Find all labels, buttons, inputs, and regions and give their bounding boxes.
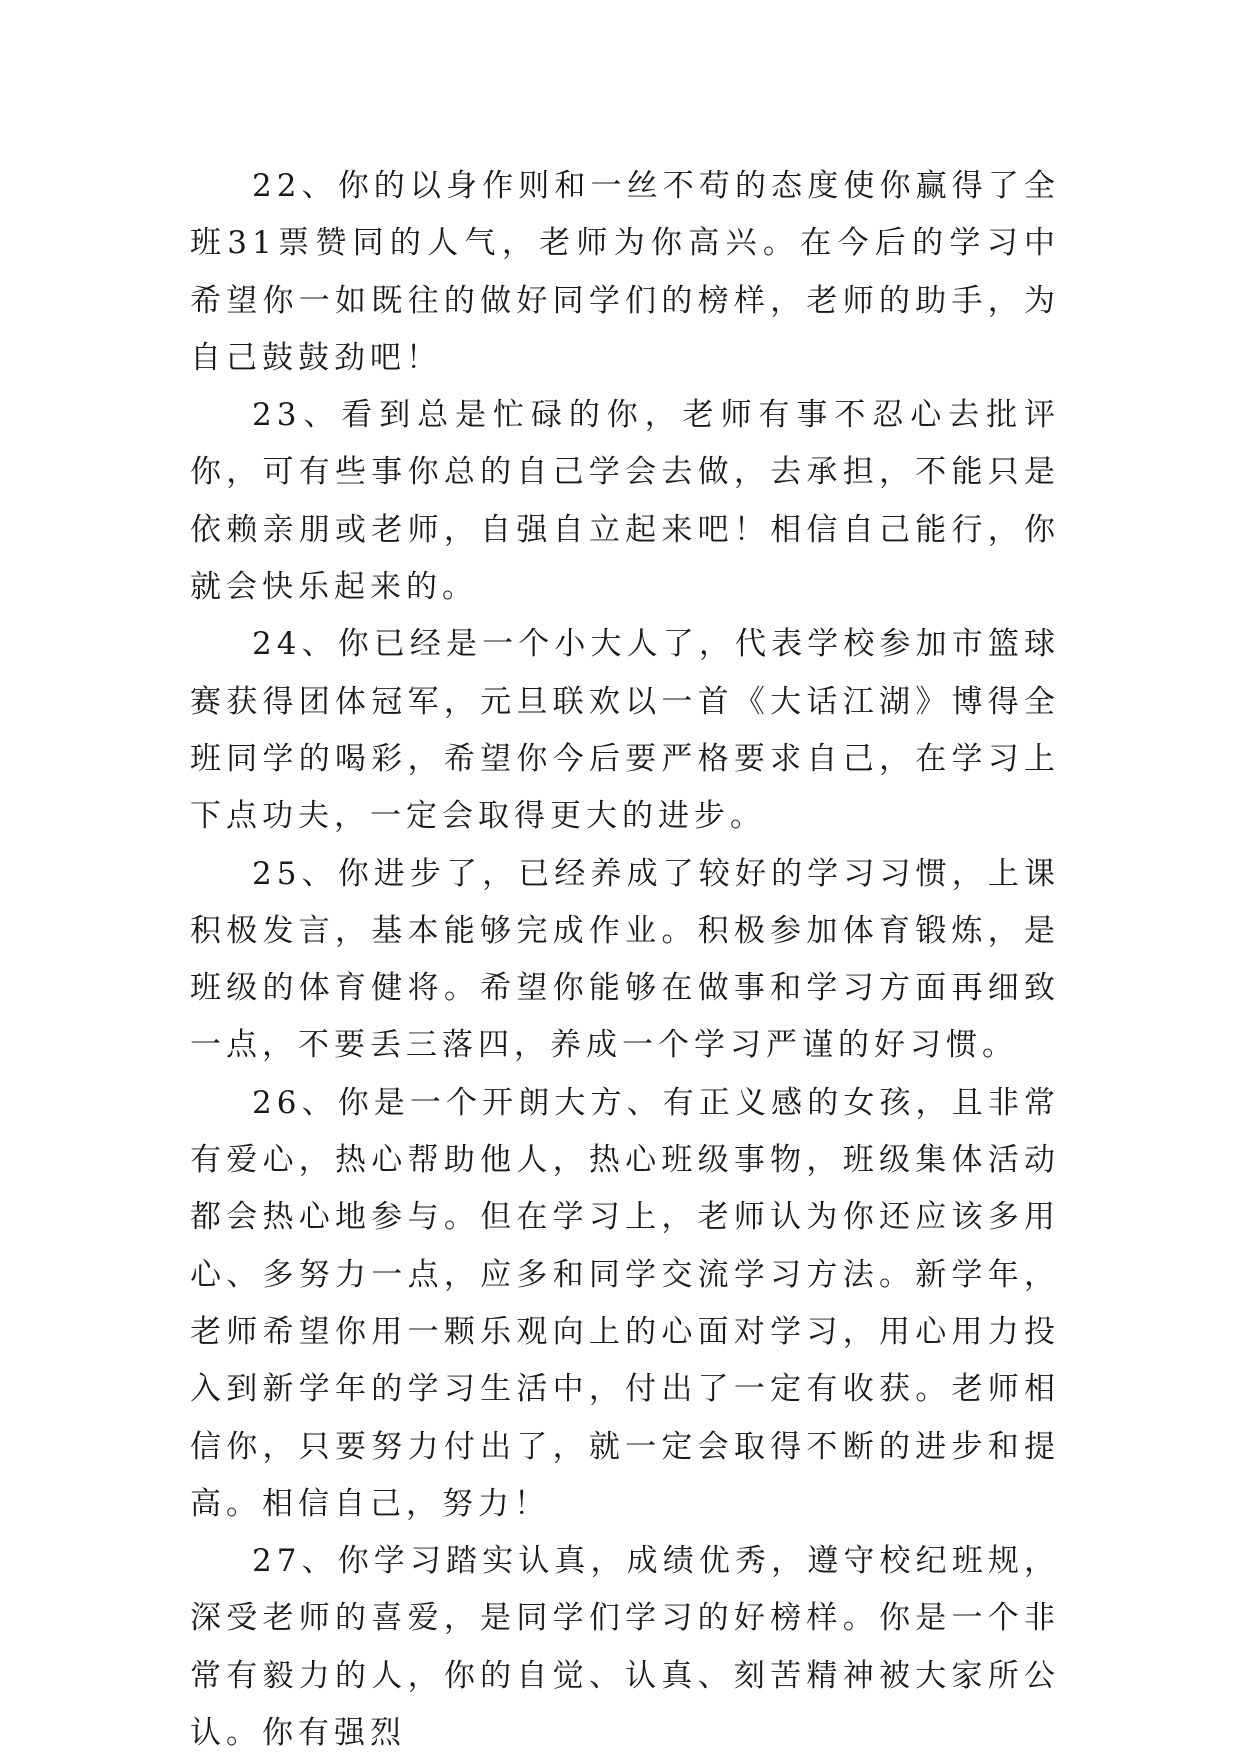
- paragraph-26: 26、你是一个开朗大方、有正义感的女孩，且非常有爱心，热心帮助他人，热心班级事物，班级集体活动都会热心地参与。但在学习上，老师认为你还应该多用心、多努力一点，应多和同学交流学习方法。新学年，老师希望你用一颗乐观向上的心面对学习，用心用力投入到新学年的学习生活中，付出了一定有收获。老师相信你，只要努力付出了，就一定会取得不断的进步和提高。相信自己，努力！: [190, 1084, 1060, 1522]
- paragraph-23: 23、看到总是忙碌的你，老师有事不忍心去批评你，可有些事你总的自己学会去做，去承担，不能只是依赖亲朋或老师，自强自立起来吧！相信自己能行，你就会快乐起来的。: [190, 397, 1060, 606]
- paragraph-25: 25、你进步了，已经养成了较好的学习习惯，上课积极发言，基本能够完成作业。积极参加体育锻炼，是班级的体育健将。希望你能够在做事和学习方面再细致一点，不要丢三落四，养成一个学习严谨的好习惯。: [190, 855, 1060, 1064]
- paragraph-27: 27、你学习踏实认真，成绩优秀，遵守校纪班规，深受老师的喜爱，是同学们学习的好榜样。你是一个非常有毅力的人，你的自觉、认真、刻苦精神被大家所公认。你有强烈: [190, 1543, 1060, 1752]
- document-body: [190, 158, 1060, 1762]
- paragraph-22: 22、你的以身作则和一丝不苟的态度使你赢得了全班31票赞同的人气，老师为你高兴。在今后的学习中希望你一如既往的做好同学们的榜样，老师的助手，为自己鼓鼓劲吧！: [190, 168, 1060, 376]
- paragraph-24: 24、你已经是一个小大人了，代表学校参加市篮球赛获得团体冠军，元旦联欢以一首《大话江湖》博得全班同学的喝彩，希望你今后要严格要求自己，在学习上下点功夫，一定会取得更大的进步。: [190, 626, 1060, 835]
